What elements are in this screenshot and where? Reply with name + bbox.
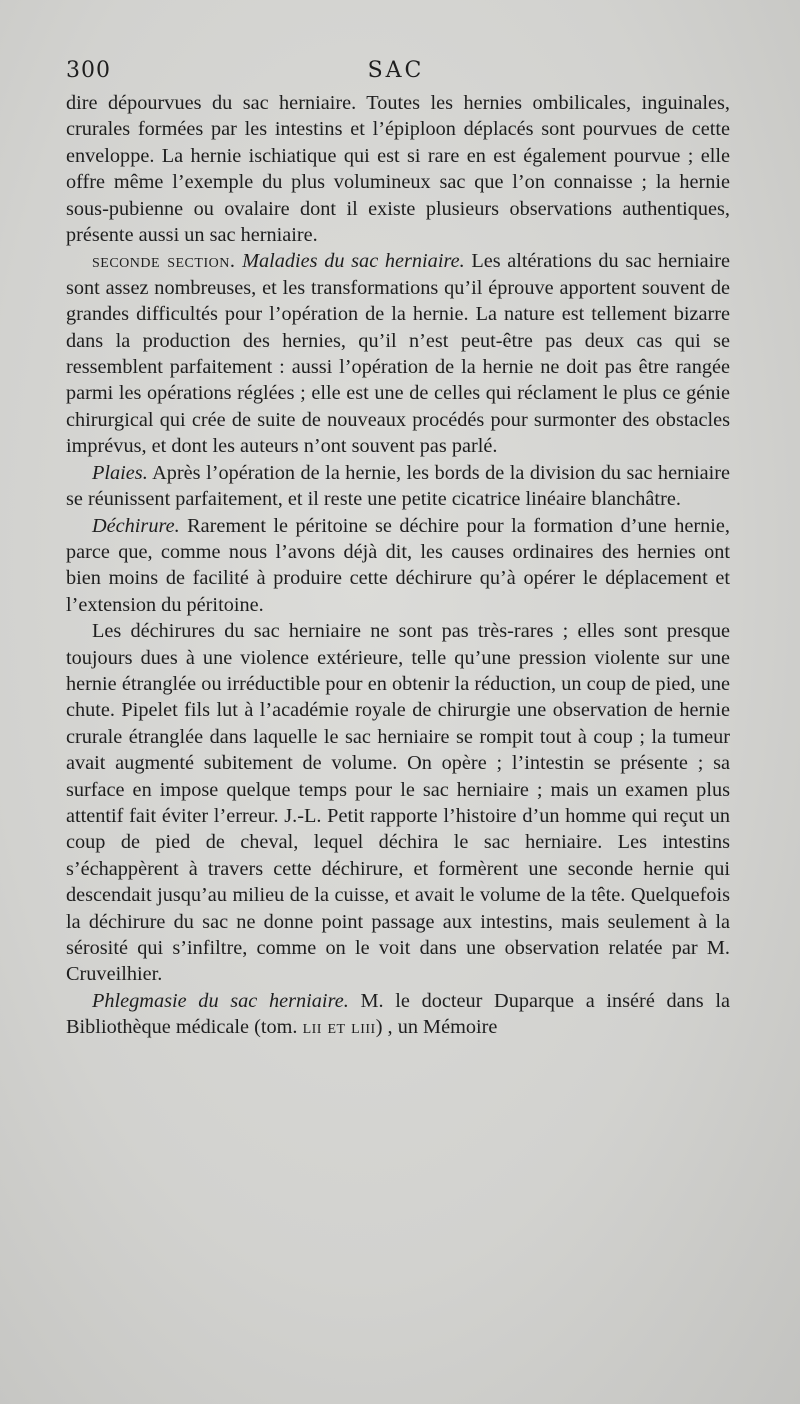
paragraph-dechirure (66, 513, 730, 619)
body-text (66, 90, 730, 1041)
volume-numerals: lii et liii (302, 1016, 376, 1039)
subheading-phlegmasie: Phlegmasie du sac herniaire. (92, 989, 349, 1012)
paragraph-body: M. le docteur Duparque a inséré dans la Bibliothèque médicale (tom. (66, 989, 730, 1039)
subheading-dechirure: Déchirure. (92, 514, 180, 537)
paragraph-plaies (66, 460, 730, 513)
paragraph-body: Les altérations du sac herniaire sont assez nombreuses, et les transformations qu’il éprouve apportent souvent de grandes difficultés pour l’opération de la hernie. La nature est tellement bizarre dans la production des hernies, qu’il n’est peut-être pas deux cas qui se ressemblent parfaitement : aussi l’opération de la hernie ne doit pas être rangée parmi les opérations réglées ; elle est une de celles qui réclament le plus ce génie chirurgical qui crée de suite de nouveaux procédés pour surmonter des obstacles imprévus, et dont les auteurs n’ont souvent pas parlé. (66, 250, 730, 458)
running-head: SAC (367, 58, 425, 83)
paragraph-continuation: dire dépourvues du sac herniaire. Toutes les hernies ombilicales, inguinales, crurales formées par les intestins et l’épiploon déplacés sont pourvues de cette enveloppe. La hernie ischiatique qui est si rare en est également pourvue ; elle offre même l’exemple du plus volumineux sac que l’on connaisse ; la hernie sous-pubienne ou ovalaire dont il existe plusieurs observations authentiques, présente aussi un sac herniaire. (66, 92, 730, 247)
paragraph-body: Après l’opération de la hernie, les bords de la division du sac herniaire se réunissent parfaitement, et il reste une petite cicatrice linéaire blanchâtre. (66, 461, 730, 511)
paragraph-phlegmasie (66, 988, 730, 1041)
paragraph-seconde-section (66, 248, 730, 459)
paragraph-body: Rarement le péritoine se déchire pour la formation d’une hernie, parce que, comme nous l’avons déjà dit, les causes ordinaires des hernies ont bien moins de facilité à produire cette déchirure qu’à opérer le déplacement et l’extension du péritoine. (66, 514, 730, 616)
section-title: Maladies du sac herniaire. (242, 250, 465, 273)
paragraph-body-end: ) , un Mémoire (375, 1016, 498, 1039)
subheading-plaies: Plaies. (92, 461, 148, 484)
page-number: 300 (66, 58, 111, 83)
page-header (66, 58, 726, 88)
paragraph-dechirures-detail: Les déchirures du sac herniaire ne sont pas très-rares ; elles sont presque toujours dues à une violence extérieure, telle qu’une pression violente sur une hernie étranglée ou irréductible pour en obtenir la réduction, un coup de pied, une chute. Pipelet fils lut à l’académie royale de chirurgie une observation de hernie crurale étranglée dans laquelle le sac herniaire se rompit tout à coup ; la tumeur avait augmenté subitement de volume. On opère ; l’intestin se présente ; sa surface en impose quelque temps pour le sac herniaire ; mais un examen plus attentif fait éviter l’erreur. J.-L. Petit rapporte l’histoire d’un homme qui reçut un coup de pied de cheval, lequel déchira le sac herniaire. Les intestins s’échappèrent à travers cette déchirure, et formèrent une seconde hernie qui descendait jusqu’au milieu de la cuisse, et avait le volume de la tête. Quelquefois la déchirure du sac ne donne point passage aux intestins, mais seulement à la sérosité qui s’infiltre, comme on le voit dans une observation relatée par M. Cruveilhier. (66, 620, 730, 986)
section-label: seconde section. (92, 250, 236, 273)
